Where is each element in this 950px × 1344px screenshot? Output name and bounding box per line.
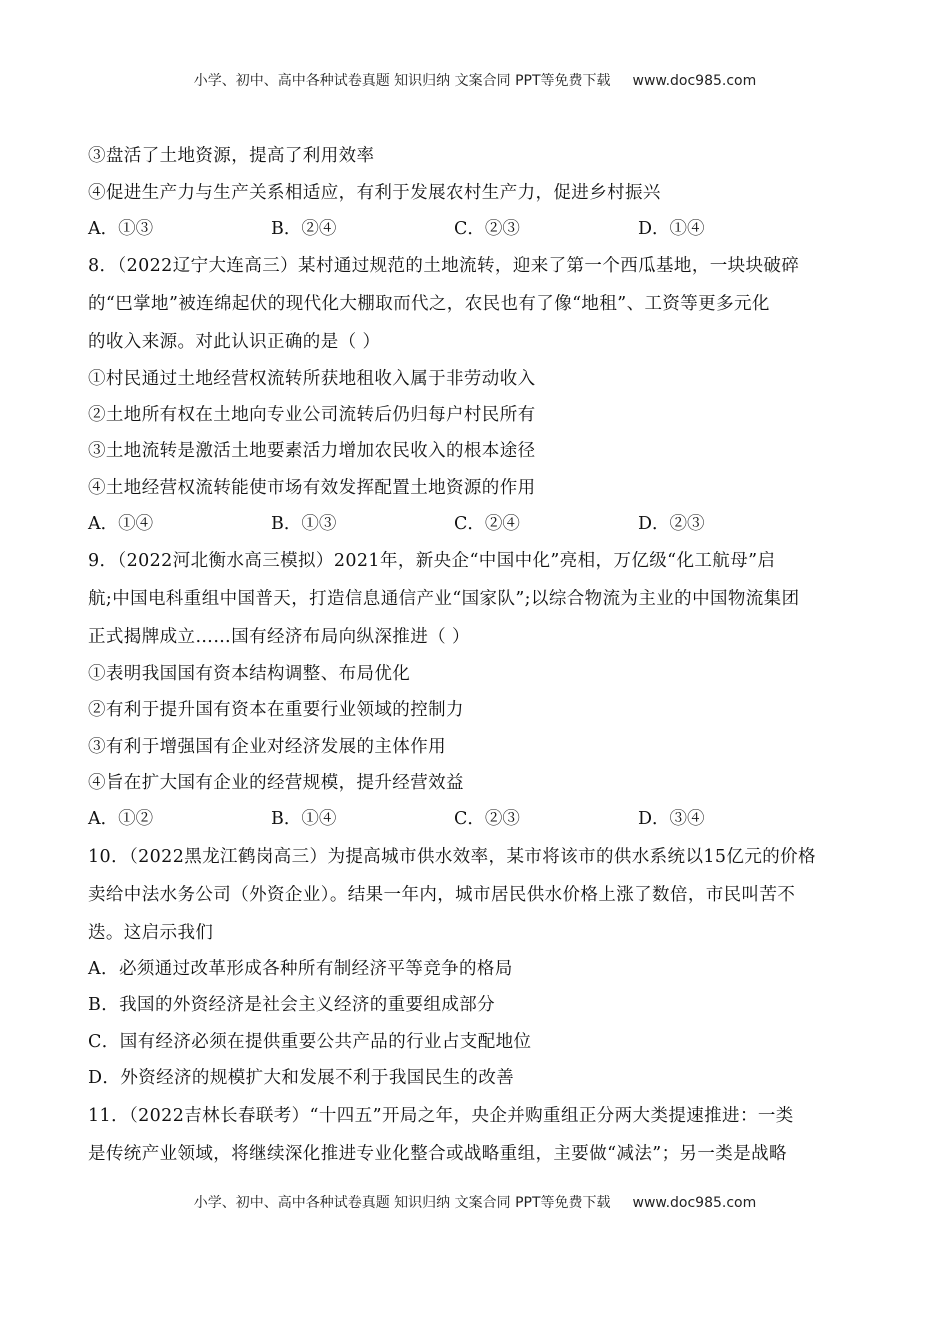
- q9-option-b: B．①④: [271, 809, 337, 829]
- q10-choice-c: C．国有经济必须在提供重要公共产品的行业占支配地位: [88, 1032, 532, 1052]
- q8-option-a: A．①④: [88, 514, 154, 534]
- q7-item-3: ③盘活了土地资源，提高了利用效率: [88, 146, 375, 166]
- q9-item-2: ②有利于提升国有资本在重要行业领域的控制力: [88, 700, 464, 720]
- q10-choice-a: A．必须通过改革形成各种所有制经济平等竞争的格局: [88, 959, 513, 979]
- footer-site-link[interactable]: www.doc985.com: [632, 1195, 757, 1211]
- q11-stem-line-2: 是传统产业领域，将继续深化推进专业化整合或战略重组，主要做“减法”；另一类是战略: [88, 1144, 787, 1164]
- q9-item-1: ①表明我国国有资本结构调整、布局优化: [88, 664, 411, 684]
- q8-option-c: C．②④: [454, 514, 520, 534]
- q8-stem-line-1: 8．（2022辽宁大连高三）某村通过规范的土地流转，迎来了第一个西瓜基地，一块块破碎: [88, 256, 800, 276]
- q11-stem-line-1: 11．（2022吉林长春联考）“十四五”开局之年，央企并购重组正分两大类提速推进：一类: [88, 1106, 794, 1126]
- q9-stem-line-1: 9．（2022河北衡水高三模拟）2021年，新央企“中国中化”亮相，万亿级“化工航母”启: [88, 551, 776, 571]
- page-footer: [0, 1192, 950, 1212]
- q9-option-c: C．②③: [454, 809, 520, 829]
- q10-stem-line-3: 迭。这启示我们: [88, 923, 214, 943]
- q8-item-2: ②土地所有权在土地向专业公司流转后仍归每户村民所有: [88, 405, 536, 425]
- q7-item-4: ④促进生产力与生产关系相适应，有利于发展农村生产力，促进乡村振兴: [88, 183, 661, 203]
- q10-stem-line-1: 10．（2022黑龙江鹤岗高三）为提高城市供水效率，某市将该市的供水系统以15亿元的价格: [88, 847, 816, 867]
- header-text: 小学、初中、高中各种试卷真题 知识归纳 文案合同 PPT等免费下载: [193, 73, 611, 89]
- q7-option-c: C．②③: [454, 219, 520, 239]
- q9-option-d: D．③④: [638, 809, 705, 829]
- q10-choice-b: B．我国的外资经济是社会主义经济的重要组成部分: [88, 995, 496, 1015]
- q8-item-4: ④土地经营权流转能使市场有效发挥配置土地资源的作用: [88, 478, 536, 498]
- q9-stem-line-3: 正式揭牌成立……国有经济布局向纵深推进（ ）: [88, 627, 470, 647]
- q7-option-a: A．①③: [88, 219, 154, 239]
- footer-text: 小学、初中、高中各种试卷真题 知识归纳 文案合同 PPT等免费下载: [193, 1195, 611, 1211]
- q8-option-b: B．①③: [271, 514, 337, 534]
- page-header: [0, 70, 950, 90]
- q10-choice-d: D．外资经济的规模扩大和发展不利于我国民生的改善: [88, 1068, 515, 1088]
- q8-stem-line-2: 的“巴掌地”被连绵起伏的现代化大棚取而代之，农民也有了像“地租”、工资等更多元化: [88, 294, 770, 314]
- q7-option-b: B．②④: [271, 219, 337, 239]
- header-site-link[interactable]: www.doc985.com: [632, 73, 757, 89]
- q8-item-3: ③土地流转是激活土地要素活力增加农民收入的根本途径: [88, 441, 536, 461]
- q8-option-d: D．②③: [638, 514, 705, 534]
- q9-option-a: A．①②: [88, 809, 154, 829]
- q9-stem-line-2: 航;中国电科重组中国普天，打造信息通信产业“国家队”;以综合物流为主业的中国物流集团: [88, 589, 800, 609]
- q7-option-d: D．①④: [638, 219, 705, 239]
- q8-stem-line-3: 的收入来源。对此认识正确的是（ ）: [88, 332, 381, 352]
- q10-stem-line-2: 卖给中法水务公司（外资企业）。结果一年内，城市居民供水价格上涨了数倍，市民叫苦不: [88, 885, 796, 905]
- q7-options: [88, 217, 868, 241]
- q8-options: [88, 512, 868, 536]
- q8-item-1: ①村民通过土地经营权流转所获地租收入属于非劳动收入: [88, 369, 536, 389]
- q9-options: [88, 807, 868, 831]
- q9-item-3: ③有利于增强国有企业对经济发展的主体作用: [88, 737, 446, 757]
- q9-item-4: ④旨在扩大国有企业的经营规模，提升经营效益: [88, 773, 464, 793]
